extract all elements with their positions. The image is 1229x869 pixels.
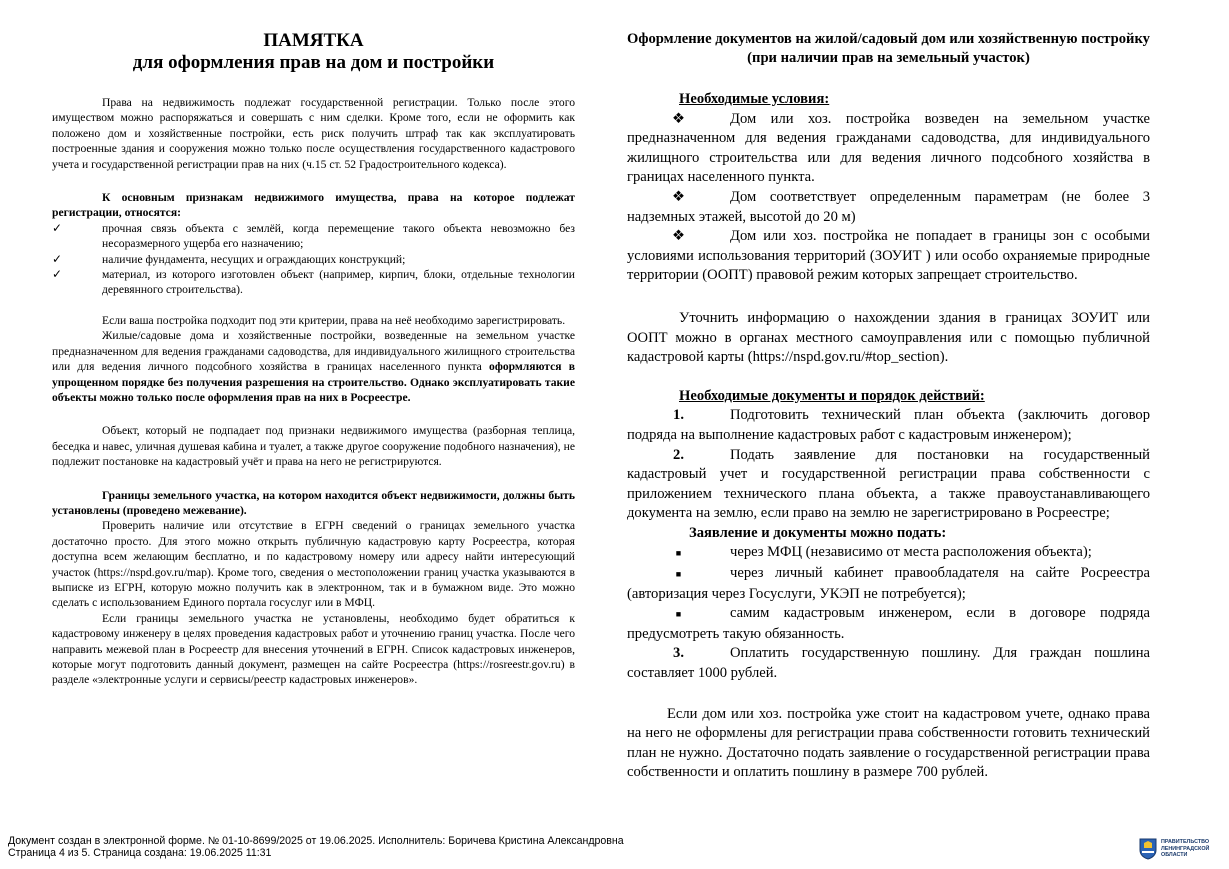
page-subtitle: для оформления прав на дом и постройки (132, 52, 495, 73)
condition-item: ❖ Дом или хоз. постройка не попадает в границы зон с особыми условиями использования территорий (ЗОУИТ ) или особо охраняемые природные территории (ООПТ) правовой режим которых запрещает строительство. (627, 228, 1150, 284)
signs-heading: К основным признакам недвижимого имущества, права на которое подлежат регистрации, относятся: (52, 191, 575, 220)
conditions-heading: Необходимые условия: (679, 91, 830, 107)
borders-paragraph: Проверить наличие или отсутствие в ЕГРН сведений о границах земельного участка достаточно просто. Для этого можно открыть публичную кадастровую карту Росреестра, которая доступна всем желающим бесплатно, и по кадастровому номеру или адресу найти интересующий участок (https://nspd.gov.ru/map). Кроме того, сведения о местоположении границ участка указываются в выписке из ЕГРН, которую можно получить как в электронном, так и в бумажном виде. Это можно сделать с использованием Единого портала госуслуг или в МФЦ. (52, 519, 575, 610)
docs-heading: Необходимые документы и порядок действий: (679, 387, 985, 404)
no-borders-paragraph: Если границы земельного участка не установлены, необходимо будет обратиться к кадастровому инженеру в целях проведения кадастровых работ и уточнению границ участка. После чего направить межевой план в Росреестр для внесения уточнений в ЕГРН. Список кадастровых инженеров, которые могут подготовить данный документ, размещен на сайте Росреестра (https://rosreestr.gov.ru) в разделе «электронные услуги и сервисы/реестр кадастровых инженеров». (52, 611, 575, 687)
square-bullet-icon: ■ (675, 569, 682, 580)
submit-way-item: ■ через личный кабинет правообладателя на сайте Росреестра (авторизация через Госуслуги, УКЭП не потребуется); (627, 565, 1150, 602)
square-bullet-icon: ■ (675, 548, 682, 559)
emblem-caption: ПРАВИТЕЛЬСТВО ЛЕНИНГРАДСКОЙ ОБЛАСТИ (1161, 839, 1210, 859)
step-item: 1. Подготовить технический план объекта (заключить договор подряда на выполнение кадастровых работ с кадастровым инженером); (627, 407, 1150, 443)
sign-item: ✓ наличие фундамента, несущих и ограждающих конструкций; (52, 251, 406, 266)
step-item: 2. Подать заявление для постановки на государственный кадастровый учет и государственной регистрации права собственности с приложением технического плана объекта, а также правоустанавливающего документа на землю, если право на землю не зарегистрировано в Росреестре; (627, 446, 1150, 522)
borders-heading: Границы земельного участка, на котором находится объект недвижимости, должны быть установлены (проведено межевание). (52, 488, 575, 517)
diamond-bullet-icon: ❖ (671, 188, 686, 205)
diamond-bullet-icon: ❖ (671, 110, 686, 127)
diamond-bullet-icon: ❖ (671, 228, 686, 245)
simplified-paragraph: Жилые/садовые дома и хозяйственные постройки, возведенные на земельном участке предназначенном для ведения гражданами садоводства, для индивидуального жилищного строительства или для ведения личного подсобного хозяйства в границах населенного пункта оформляются в упрощенном порядке без получения разрешения на строительство. Однако эксплуатировать такие объекты можно только после оформления прав на них в Росреестре. (52, 329, 575, 404)
condition-item: ❖ Дом или хоз. постройка возведен на земельном участке предназначенном для ведения гражданами садоводства, для индивидуального жилищного строительства или для ведения личного подсобного хозяйства в границах населенного пункта. (627, 110, 1150, 186)
square-bullet-icon: ■ (675, 609, 682, 620)
page-title: ПАМЯТКА (263, 30, 364, 51)
document-footer (8, 835, 624, 859)
sign-item: ✓ прочная связь объекта с землёй, когда перемещение такого объекта невозможно без несоразмерного ущерба его назначению; (52, 220, 575, 251)
left-column (52, 30, 575, 688)
criteria-paragraph: Если ваша постройка подходит под эти критерии, права на неё необходимо зарегистрировать. (102, 313, 566, 327)
submit-heading: Заявление и документы можно подать: (689, 524, 947, 541)
checkmark-icon: ✓ (52, 267, 63, 282)
not-realty-paragraph: Объект, который не подпадает под признаки недвижимого имущества (разборная теплица, беседка и навес, уличная душевая кабина и туалет, а также другое сооружение подобного назначения), не подлежит постановке на кадастровый учёт и права на него не регистрируются. (52, 424, 575, 469)
government-emblem (1139, 836, 1223, 862)
checkmark-icon: ✓ (52, 251, 63, 266)
step-item: 3. Оплатить государственную пошлину. Для граждан пошлина составляет 1000 рублей. (627, 645, 1150, 682)
condition-item: ❖ Дом соответствует определенным параметрам (не более 3 надземных этажей, высотой до 20 м) (627, 188, 1150, 225)
submit-way-item: ■ через МФЦ (независимо от места расположения объекта); (627, 543, 1150, 564)
section-title: Оформление документов на жилой/садовый дом или хозяйственную постройку (при наличии прав на земельный участок) (627, 31, 1150, 66)
intro-paragraph: Права на недвижимость подлежат государственной регистрации. Только после этого имуществом можно распоряжаться и совершать с ним сделки. Кроме того, если не оформить как положено дом и хозяйственные постройки, есть риск получить штраф так как эксплуатировать построенные здания и сооружения можно только после осуществления государственного кадастрового учета и государственной регистрации прав на них (ч.15 ст. 52 Градостроительного кодекса). (52, 96, 575, 171)
footer-line-document: Документ создан в электронной форме. № 01-10-8699/2025 от 19.06.2025. Исполнитель: Боричева Кристина Александровна (8, 835, 624, 847)
right-column (627, 30, 1150, 783)
check-info-paragraph: Уточнить информацию о нахождении здания в границах ЗОУИТ или ООПТ можно в органах местного самоуправления или с помощью публичной кадастровой карты (https://nspd.gov.ru/#top_section). (627, 309, 1150, 366)
checkmark-icon: ✓ (52, 220, 63, 235)
region-coat-of-arms-icon (1139, 838, 1157, 860)
sign-item: ✓ материал, из которого изготовлен объект (например, кирпич, блоки, отдельные технологии деревянного строительства). (52, 267, 575, 297)
already-registered-paragraph: Если дом или хоз. постройка уже стоит на кадастровом учете, однако права на него не оформлены для регистрации права собственности готовить технический план не нужно. Достаточно подать заявление о государственной регистрации права собственности и оплатить пошлину в размере 700 рублей. (627, 705, 1150, 781)
submit-way-item: ■ самим кадастровым инженером, если в договоре подряда предусмотреть такую обязанность. (627, 605, 1150, 642)
footer-line-page: Страница 4 из 5. Страница создана: 19.06.2025 11:31 (8, 847, 272, 859)
